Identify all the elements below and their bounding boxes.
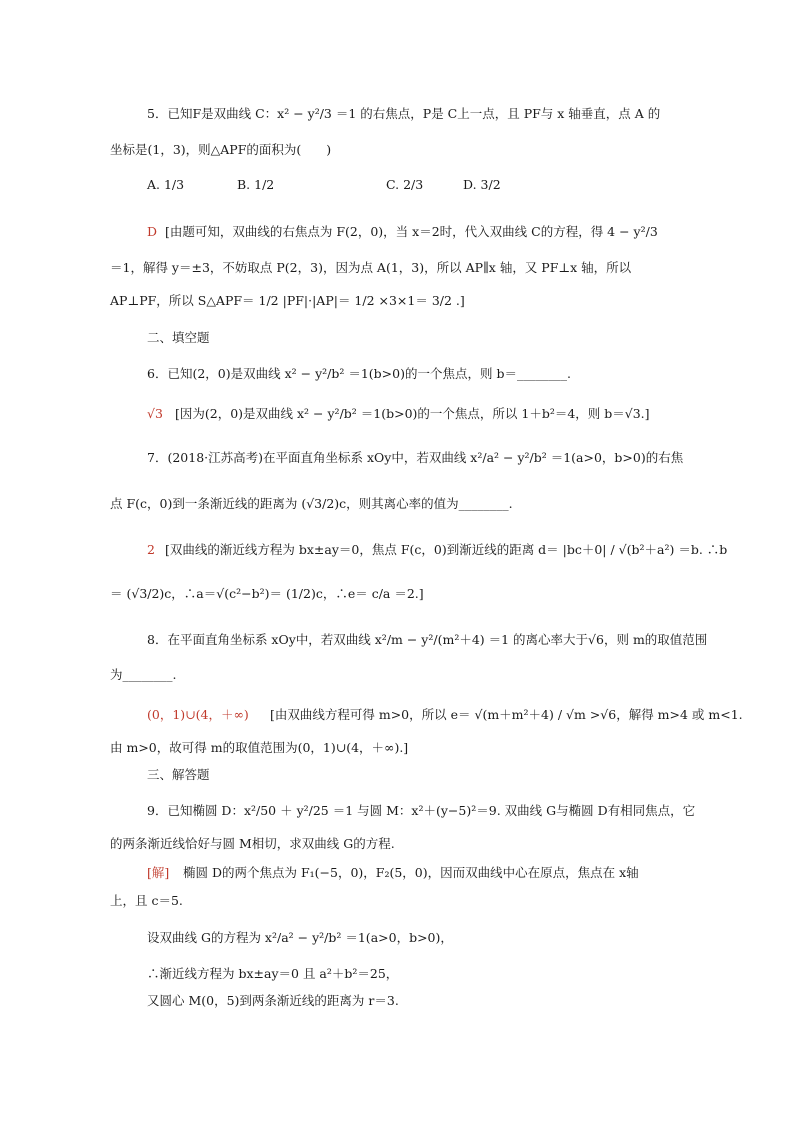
q8-solution-2: 由 m>0，故可得 m的取值范围为(0，1)∪(4，＋∞).]	[110, 740, 409, 755]
q6-line1: 6．已知(2，0)是双曲线 x² − y²/b² ＝1(b>0)的一个焦点，则 b＝________.	[147, 366, 571, 381]
q7-solution-2: ＝ (√3/2)c，∴a＝√(c²−b²)＝ (1/2)c，∴e＝ c/a ＝2.]	[110, 586, 424, 601]
q8-line2: 为________.	[110, 667, 177, 682]
q5-option-d: D. 3/2	[463, 177, 501, 192]
q9-line1: 9．已知椭圆 D：x²/50 ＋ y²/25 ＝1 与圆 M：x²＋(y−5)²＝9. 双曲线 G与椭圆 D有相同焦点，它	[147, 803, 696, 818]
q8-solution-1: [由双曲线方程可得 m>0，所以 e＝ √(m＋m²＋4) / √m >√6，解得 m>4 或 m<1.	[270, 707, 743, 722]
section-answers: 三、解答题	[147, 767, 210, 782]
q7-line1: 7．(2018·江苏高考)在平面直角坐标系 xOy中，若双曲线 x²/a² − y²/b² ＝1(a>0，b>0)的右焦	[147, 450, 684, 465]
q5-answer-letter: D	[147, 224, 158, 239]
q8-answer: (0，1)∪(4，＋∞)	[147, 707, 249, 722]
q9-solution-4: ∴渐近线方程为 bx±ay＝0 且 a²＋b²＝25，	[147, 966, 399, 981]
q5-solution-1: [由题可知，双曲线的右焦点为 F(2，0)，当 x＝2时，代入双曲线 C的方程，得 4 − y²/3	[165, 224, 658, 239]
q5-option-b: B. 1/2	[237, 177, 275, 192]
q6-solution: [因为(2，0)是双曲线 x² − y²/b² ＝1(b>0)的一个焦点，所以 1＋b²＝4，则 b＝√3.]	[175, 406, 650, 421]
q9-solution-tag: [解]	[147, 865, 170, 880]
section-fill-in: 二、填空题	[147, 330, 210, 345]
q9-solution-5: 又圆心 M(0，5)到两条渐近线的距离为 r＝3.	[147, 993, 399, 1008]
q5-solution-2: ＝1，解得 y＝±3，不妨取点 P(2，3)，因为点 A(1，3)，所以 AP∥x 轴，又 PF⊥x 轴，所以	[110, 260, 632, 275]
q9-solution-3: 设双曲线 G的方程为 x²/a² − y²/b² ＝1(a>0，b>0)，	[147, 930, 453, 945]
q9-solution-2: 上，且 c＝5.	[110, 893, 183, 908]
q7-solution-1: [双曲线的渐近线方程为 bx±ay＝0，焦点 F(c，0)到渐近线的距离 d＝ |bc＋0| / √(b²＋a²) ＝b. ∴b	[165, 542, 728, 557]
q9-line2: 的两条渐近线恰好与圆 M相切，求双曲线 G的方程.	[110, 836, 395, 851]
q7-line2: 点 F(c，0)到一条渐近线的距离为 (√3/2)c，则其离心率的值为________.	[110, 496, 513, 511]
q5-line2: 坐标是(1，3)，则△APF的面积为( )	[110, 142, 332, 157]
q6-answer: √3	[147, 406, 163, 421]
q5-line1: 5．已知F是双曲线 C：x² − y²/3 ＝1 的右焦点，P是 C上一点，且 PF与 x 轴垂直，点 A 的	[147, 106, 661, 121]
q5-option-c: C. 2/3	[386, 177, 424, 192]
q5-solution-3: AP⊥PF，所以 S△APF＝ 1/2 |PF|·|AP|＝ 1/2 ×3×1＝ 3/2 .]	[110, 293, 465, 308]
q9-solution-1: 椭圆 D的两个焦点为 F₁(−5，0)，F₂(5，0)，因而双曲线中心在原点，焦点在 x轴	[183, 865, 639, 880]
q7-answer: 2	[147, 542, 155, 557]
q8-line1: 8．在平面直角坐标系 xOy中，若双曲线 x²/m − y²/(m²＋4) ＝1 的离心率大于√6，则 m的取值范围	[147, 632, 708, 647]
q5-option-a: A. 1/3	[147, 177, 185, 192]
